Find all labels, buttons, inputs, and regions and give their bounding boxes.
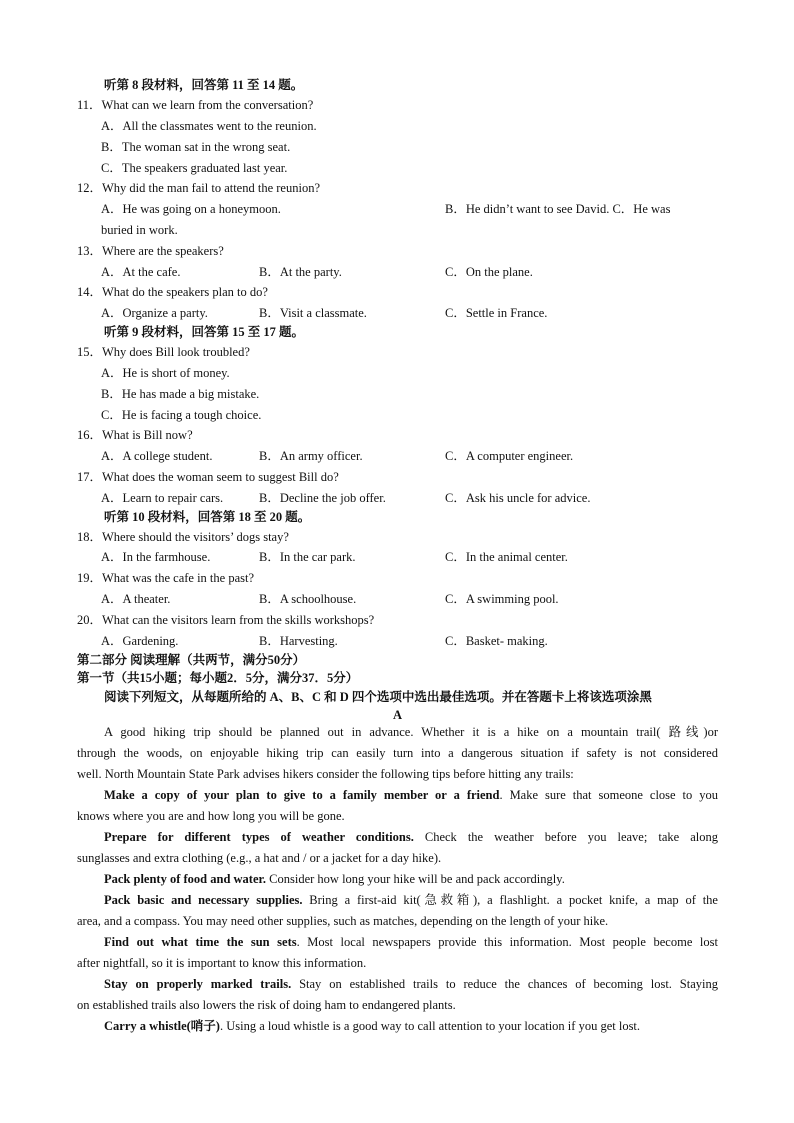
q18-option-a: A．In the farmhouse. — [101, 550, 211, 564]
section-1-header: 第一节（共15小题；每小题2．5分，满分37．5分） — [77, 671, 359, 685]
q18-option-b: B．In the car park. — [259, 550, 356, 564]
tip-4-text: Bring a first-aid kit(急救箱), a flashlight. a pocket knife, a map of the — [302, 893, 718, 907]
tip-6 — [77, 974, 718, 995]
tip-2 — [77, 827, 718, 848]
q13-option-c: C．On the plane. — [445, 265, 533, 279]
tip-3-text: Consider how long your hike will be and pack accordingly. — [266, 872, 565, 886]
q13-option-a: A．At the cafe. — [101, 265, 181, 279]
q14-option-b: B．Visit a classmate. — [259, 306, 367, 320]
q14-option-c: C．Settle in France. — [445, 306, 548, 320]
tip-6-cont: on established trails also lowers the risk of doing ham to endangered plants. — [77, 998, 456, 1012]
question-17: 17．What does the woman seem to suggest Bill do? — [77, 470, 339, 484]
q19-option-b: B．A schoolhouse. — [259, 592, 357, 606]
q15-option-b: B．He has made a big mistake. — [101, 387, 260, 401]
question-19: 19．What was the cafe in the past? — [77, 571, 255, 585]
q20-option-b: B．Harvesting. — [259, 634, 338, 648]
tip-2-heading: Prepare for different types of weather conditions. — [104, 830, 414, 844]
tip-5 — [77, 932, 718, 953]
tip-5-heading: Find out what time the sun sets — [104, 935, 297, 949]
question-16: 16．What is Bill now? — [77, 428, 193, 442]
question-12: 12．Why did the man fail to attend the reunion? — [77, 181, 320, 195]
q19-option-a: A．A theater. — [101, 592, 171, 606]
q16-option-a: A．A college student. — [101, 449, 213, 463]
q16-option-c: C．A computer engineer. — [445, 449, 574, 463]
section-8-header: 听第 8 段材料，回答第 11 至 14 题。 — [104, 78, 304, 92]
q19-option-c: C．A swimming pool. — [445, 592, 559, 606]
tip-7-text: . Using a loud whistle is a good way to call attention to your location if you get lost. — [219, 1019, 641, 1033]
q15-option-a: A．He is short of money. — [101, 366, 230, 380]
tip-1-cont: knows where you are and how long you will be gone. — [77, 809, 345, 823]
q17-option-c: C．Ask his uncle for advice. — [445, 491, 591, 505]
tip-4 — [77, 890, 718, 911]
tip-2-cont: sunglasses and extra clothing (e.g., a hat and / or a jacket for a day hike). — [77, 851, 442, 865]
question-11: 11．What can we learn from the conversation? — [77, 98, 314, 112]
q20-option-a: A．Gardening. — [101, 634, 179, 648]
q20-option-c: C．Basket- making. — [445, 634, 548, 648]
tip-7-heading: Carry a whistle(哨子) — [104, 1019, 220, 1033]
q17-option-a: A．Learn to repair cars. — [101, 491, 224, 505]
question-14: 14．What do the speakers plan to do? — [77, 285, 268, 299]
tip-7 — [77, 1016, 718, 1037]
section-10-header: 听第 10 段材料，回答第 18 至 20 题。 — [104, 510, 311, 524]
tip-1 — [77, 785, 718, 806]
q14-option-a: A．Organize a party. — [101, 306, 208, 320]
q15-option-c: C．He is facing a tough choice. — [101, 408, 262, 422]
tip-3-heading: Pack plenty of food and water. — [104, 872, 267, 886]
section-9-header: 听第 9 段材料，回答第 15 至 17 题。 — [104, 325, 305, 339]
tip-3 — [77, 869, 718, 890]
tip-4-cont: area, and a compass. You may need other supplies, such as matches, depending on the length of your hike. — [77, 914, 609, 928]
tip-2-text: Check the weather before you leave; take along — [413, 830, 718, 844]
tip-5-text: . Most local newspapers provide this information. Most people become lost — [296, 935, 718, 949]
question-15: 15．Why does Bill look troubled? — [77, 345, 250, 359]
tip-1-text: . Make sure that someone close to you — [499, 788, 719, 802]
q11-option-c: C．The speakers graduated last year. — [101, 161, 288, 175]
q12-option-a: A．He was going on a honeymoon. — [101, 202, 281, 216]
question-20: 20．What can the visitors learn from the skills workshops? — [77, 613, 375, 627]
tip-5-cont: after nightfall, so it is important to know this information. — [77, 956, 367, 970]
tip-6-heading: Stay on properly marked trails. — [104, 977, 292, 991]
q11-option-b: B．The woman sat in the wrong seat. — [101, 140, 291, 154]
tip-6-text: Stay on established trails to reduce the chances of becoming lost. Staying — [291, 977, 718, 991]
tip-4-heading: Pack basic and necessary supplies. — [104, 893, 303, 907]
passage-label: A — [392, 708, 403, 722]
q12-option-c-cont: buried in work. — [101, 223, 178, 237]
q16-option-b: B．An army officer. — [259, 449, 363, 463]
part-2-header: 第二部分 阅读理解（共两节，满分50分） — [77, 653, 306, 667]
q12-option-bc: B．He didn’t want to see David. C．He was — [445, 202, 671, 216]
intro-line-2: through the woods, on enjoyable hiking trip can easily turn into a dangerous situation if safety is not considered — [77, 746, 718, 760]
tip-1-heading: Make a copy of your plan to give to a family member or a friend — [104, 788, 500, 802]
q11-option-a: A．All the classmates went to the reunion. — [101, 119, 317, 133]
intro-line-1: A good hiking trip should be planned out in advance. Whether it is a hike on a mountain trail( 路线)or — [104, 725, 718, 739]
intro-line-3: well. North Mountain State Park advises hikers consider the following tips before hitting any trails: — [77, 767, 574, 781]
question-18: 18．Where should the visitors’ dogs stay? — [77, 530, 289, 544]
reading-instruction: 阅读下列短文，从每题所给的 A、B、C 和 D 四个选项中选出最佳选项。并在答题卡上将该选项涂黑 — [104, 690, 652, 704]
q17-option-b: B．Decline the job offer. — [259, 491, 386, 505]
question-13: 13．Where are the speakers? — [77, 244, 224, 258]
q13-option-b: B．At the party. — [259, 265, 342, 279]
q18-option-c: C．In the animal center. — [445, 550, 568, 564]
